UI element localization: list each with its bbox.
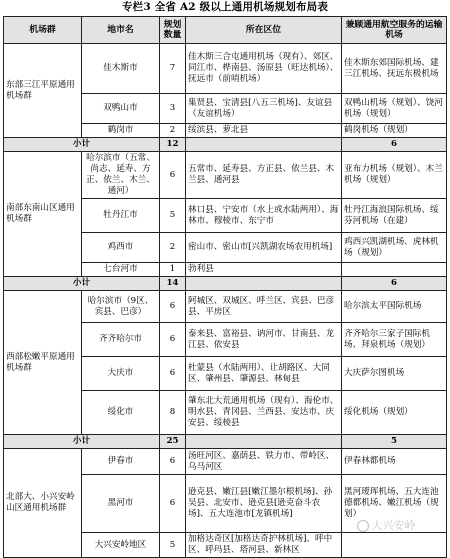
location-cell: 肇东北大荒通用机场（现有）、海伦市、明水县、青冈县、兰西县、安达市、庆安县、绥棱县: [186, 391, 342, 435]
count-cell: 5: [160, 199, 186, 233]
service-cell: [342, 263, 447, 277]
city-cell: 齐齐哈尔市: [82, 323, 160, 357]
count-cell: 8: [160, 391, 186, 435]
subtotal-label: 小计: [4, 277, 160, 291]
service-cell: 佳木斯东郊国际机场、建三江机场、抚远东极机场: [342, 44, 447, 94]
city-cell: 伊春市: [82, 449, 160, 475]
service-cell: 哈尔滨太平国际机场: [342, 291, 447, 323]
service-cell: [342, 533, 447, 558]
location-cell: 汤旺河区、嘉荫县、铁力市、带岭区、乌马河区: [186, 449, 342, 475]
location-cell: 加格达奇区[加格达奇护林机场]、呼中区、呼玛县、塔河县、新林区: [186, 533, 342, 558]
service-cell: 牡丹江海浪国际机场、绥芬河机场（在建）: [342, 199, 447, 233]
location-cell: 阿城区、双城区、呼兰区、宾县、巴彦县、平房区: [186, 291, 342, 323]
table-row: [4, 44, 447, 94]
location-cell: 泰来县、富裕县、讷河市、甘南县、龙江县、依安县: [186, 323, 342, 357]
count-cell: 6: [160, 152, 186, 199]
subtotal-service: 6: [342, 138, 447, 152]
city-cell: 鹤岗市: [82, 124, 160, 138]
watermark-text: 大兴安岭: [371, 519, 416, 532]
location-cell: 五常市、延寿县、方正县、依兰县、木兰县、通河县: [186, 152, 342, 199]
location-cell: 集贤县、宝清县[八五三机场]、友谊县（友谊机场）: [186, 94, 342, 124]
service-cell: 黑河瑷珲机场、五大连池德都机场、嫩江机场（规划）: [342, 475, 447, 533]
subtotal-count: 25: [160, 435, 186, 449]
subtotal-label: 小计: [4, 435, 160, 449]
table-row: [4, 152, 447, 199]
table-row: [4, 449, 447, 475]
city-cell: 双鸭山市: [82, 94, 160, 124]
subtotal-location: [186, 435, 342, 449]
group-cell: 东部三江平原通用机场群: [4, 44, 82, 138]
count-cell: 6: [160, 449, 186, 475]
count-cell: 2: [160, 233, 186, 263]
count-cell: 7: [160, 44, 186, 94]
group-cell: 北部大、小兴安岭山区通用机场群: [4, 449, 82, 558]
count-cell: 6: [160, 357, 186, 391]
subtotal-count: 14: [160, 277, 186, 291]
service-cell: 双鸭山机场（规划）、饶河机场（规划）: [342, 94, 447, 124]
table-row: [4, 291, 447, 323]
city-cell: 七台河市: [82, 263, 160, 277]
location-cell: 佳木斯三合屯通用机场（现有）、郊区、同江市、桦南县、汤原县（旺达机场）、抚远市（前哨机场）: [186, 44, 342, 94]
count-cell: 5: [160, 533, 186, 558]
table-caption: 专栏3 全省 A2 级以上通用机场规划布局表: [121, 1, 329, 13]
subtotal-location: [186, 277, 342, 291]
subtotal-row: [4, 138, 447, 152]
header-city: 地市名: [82, 17, 160, 44]
header-location: 所在区位: [186, 17, 342, 44]
group-cell: 南部东南山区通用机场群: [4, 152, 82, 277]
subtotal-row: [4, 277, 447, 291]
city-cell: 佳木斯市: [82, 44, 160, 94]
city-cell: 大兴安岭地区: [82, 533, 160, 558]
subtotal-location: [186, 138, 342, 152]
count-cell: 2: [160, 124, 186, 138]
header-count: 规划数量: [160, 17, 186, 44]
count-cell: 6: [160, 475, 186, 533]
city-cell: 黑河市: [82, 475, 160, 533]
location-cell: 林口县、宁安市（水上或水陆两用）、海林市、穆棱市、东宁市: [186, 199, 342, 233]
subtotal-label: 小计: [4, 138, 160, 152]
city-cell: 哈尔滨市（9区、宾县、巴彦）: [82, 291, 160, 323]
subtotal-service: 6: [342, 277, 447, 291]
location-cell: 逊克县、嫩江县[嫩江墨尔根机场]、孙吴县、北安市、逊克县[逊克奋斗农场]、五大连池市[龙镇机场]: [186, 475, 342, 533]
service-cell: 大庆萨尔图机场: [342, 357, 447, 391]
service-cell: 绥化机场（规划）: [342, 391, 447, 435]
city-cell: 大庆市: [82, 357, 160, 391]
subtotal-count: 12: [160, 138, 186, 152]
location-cell: 勃利县: [186, 263, 342, 277]
count-cell: 1: [160, 263, 186, 277]
service-cell: 鸡西兴凯湖机场、虎林机场（规划）: [342, 233, 447, 263]
subtotal-row: [4, 435, 447, 449]
subtotal-service: 5: [342, 435, 447, 449]
header-row: [4, 17, 447, 44]
airport-plan-table: [3, 16, 447, 558]
service-cell: 亚布力机场（规划）、木兰机场（规划）: [342, 152, 447, 199]
location-cell: 绥滨县、萝北县: [186, 124, 342, 138]
header-service: 兼顾通用航空服务的运输机场: [342, 17, 447, 44]
group-cell: 西部松嫩平原通用机场群: [4, 291, 82, 435]
count-cell: 3: [160, 94, 186, 124]
watermark-logo-icon: [357, 520, 369, 532]
service-cell: 齐齐哈尔三家子国际机场、拜泉机场（规划）: [342, 323, 447, 357]
count-cell: 6: [160, 323, 186, 357]
header-group: 机场群: [4, 17, 82, 44]
watermark: [330, 518, 442, 534]
city-cell: 绥化市: [82, 391, 160, 435]
city-cell: 鸡西市: [82, 233, 160, 263]
service-cell: 伊春林都机场: [342, 449, 447, 475]
count-cell: 6: [160, 291, 186, 323]
location-cell: 密山市、密山市[兴凯湖农场农用机场]: [186, 233, 342, 263]
service-cell: 鹤岗机场（规划）: [342, 124, 447, 138]
location-cell: 杜蒙县（水陆两用）、让胡路区、大同区、肇州县、肇源县、林甸县: [186, 357, 342, 391]
city-cell: 牡丹江市: [82, 199, 160, 233]
city-cell: 哈尔滨市（五常、尚志、延寿、方正、依兰、木兰、通河）: [82, 152, 160, 199]
